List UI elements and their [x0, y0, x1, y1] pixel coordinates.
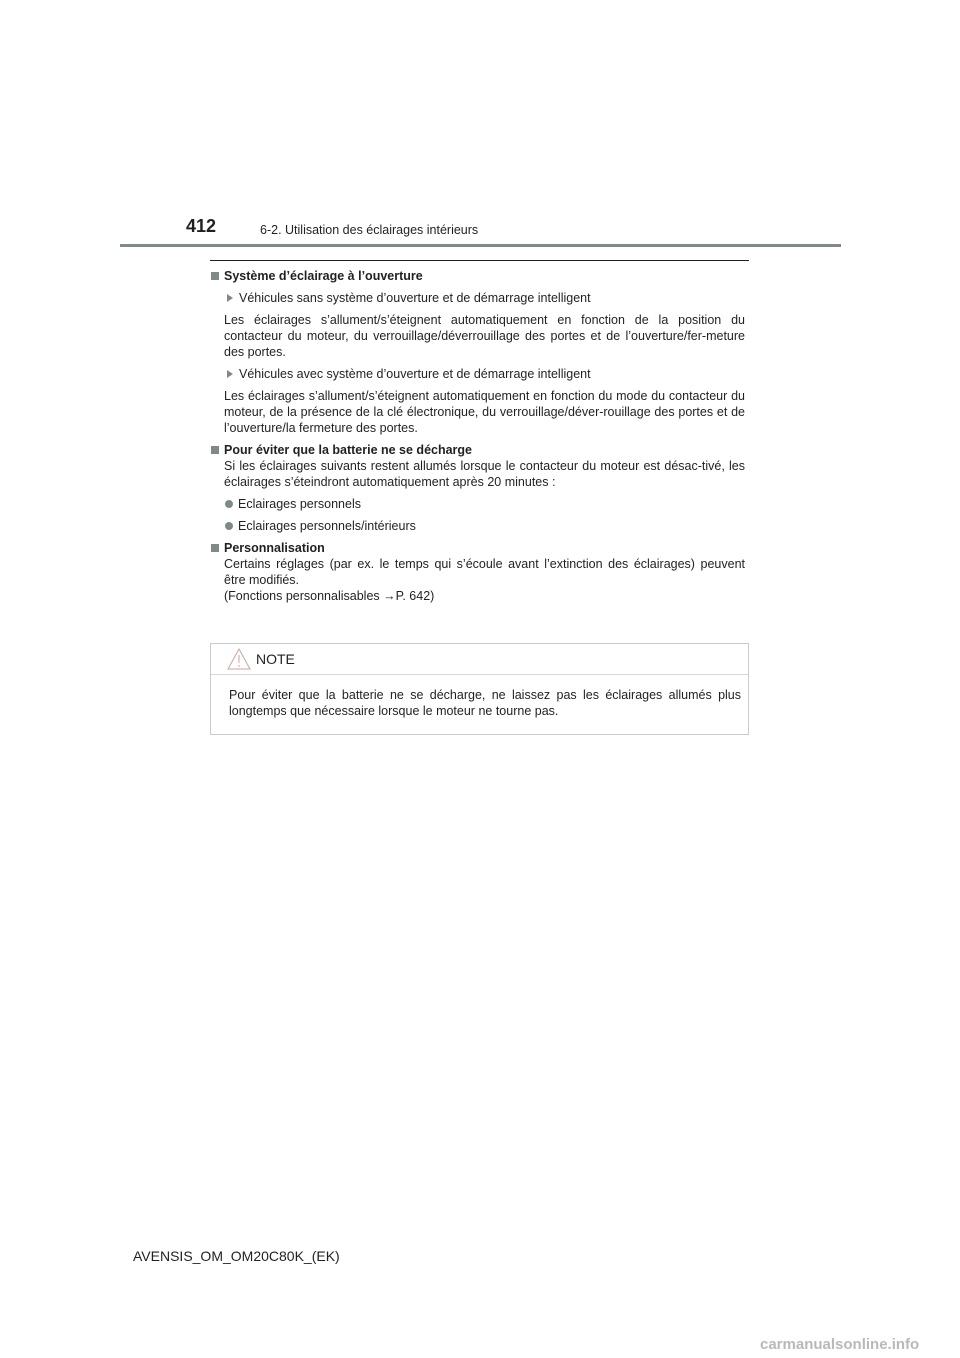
- paragraph-batterie: Si les éclairages suivants restent allumés lorsque le contacteur du moteur est désac-tivé, les éclairages s’éteindront automatiquement après 20 minutes :: [224, 459, 745, 489]
- paragraph-personnalisation: Certains réglages (par ex. le temps qui s’écoule avant l’extinction des éclairages) peuvent être modifiés.: [224, 557, 745, 587]
- header-rule: [120, 244, 841, 247]
- note-header: [211, 644, 748, 675]
- circle-bullet-icon: [225, 522, 233, 530]
- content-body: [210, 268, 745, 604]
- cross-reference-link[interactable]: (Fonctions personnalisables →P. 642): [224, 589, 435, 603]
- square-bullet-icon: [211, 446, 219, 454]
- paragraph-sans-systeme: Les éclairages s’allument/s’éteignent automatiquement en fonction de la position du contacteur du moteur, du verrouillage/déverrouillage des portes et de l’ouverture/fer-meture des portes.: [224, 313, 745, 359]
- paragraph-avec-systeme: Les éclairages s’allument/s’éteignent automatiquement en fonction du mode du contacteur du moteur, de la présence de la clé électronique, du verrouillage/déver-rouillage des portes et de l’ouverture/la fermeture des portes.: [224, 389, 745, 435]
- subheading-sans-systeme: Véhicules sans système d’ouverture et de démarrage intelligent: [210, 290, 745, 306]
- content-top-rule: [210, 260, 749, 261]
- list-item: Eclairages personnels/intérieurs: [210, 518, 745, 534]
- circle-bullet-icon: [225, 500, 233, 508]
- watermark: carmanualsonline.info: [760, 1336, 920, 1353]
- note-title: NOTE: [256, 651, 295, 667]
- square-bullet-icon: [211, 272, 219, 280]
- heading-personnalisation: Personnalisation: [210, 540, 745, 556]
- square-bullet-icon: [211, 544, 219, 552]
- triangle-arrow-icon: [227, 370, 233, 378]
- list-item: Eclairages personnels: [210, 496, 745, 512]
- heading-ouverture: Système d’éclairage à l’ouverture: [210, 268, 745, 284]
- section-title: 6-2. Utilisation des éclairages intérieurs: [260, 223, 479, 237]
- warning-triangle-icon: [226, 647, 252, 671]
- subheading-avec-systeme: Véhicules avec système d’ouverture et de démarrage intelligent: [210, 366, 745, 382]
- page-number: 412: [186, 216, 217, 236]
- heading-batterie: Pour éviter que la batterie ne se décharge: [210, 442, 745, 458]
- note-box: [210, 643, 749, 735]
- footer-doc-code: AVENSIS_OM_OM20C80K_(EK): [133, 1248, 340, 1264]
- triangle-arrow-icon: [227, 294, 233, 302]
- note-text: Pour éviter que la batterie ne se décharge, ne laissez pas les éclairages allumés plus longtemps que nécessaire lorsque le moteur ne tourne pas.: [229, 688, 741, 718]
